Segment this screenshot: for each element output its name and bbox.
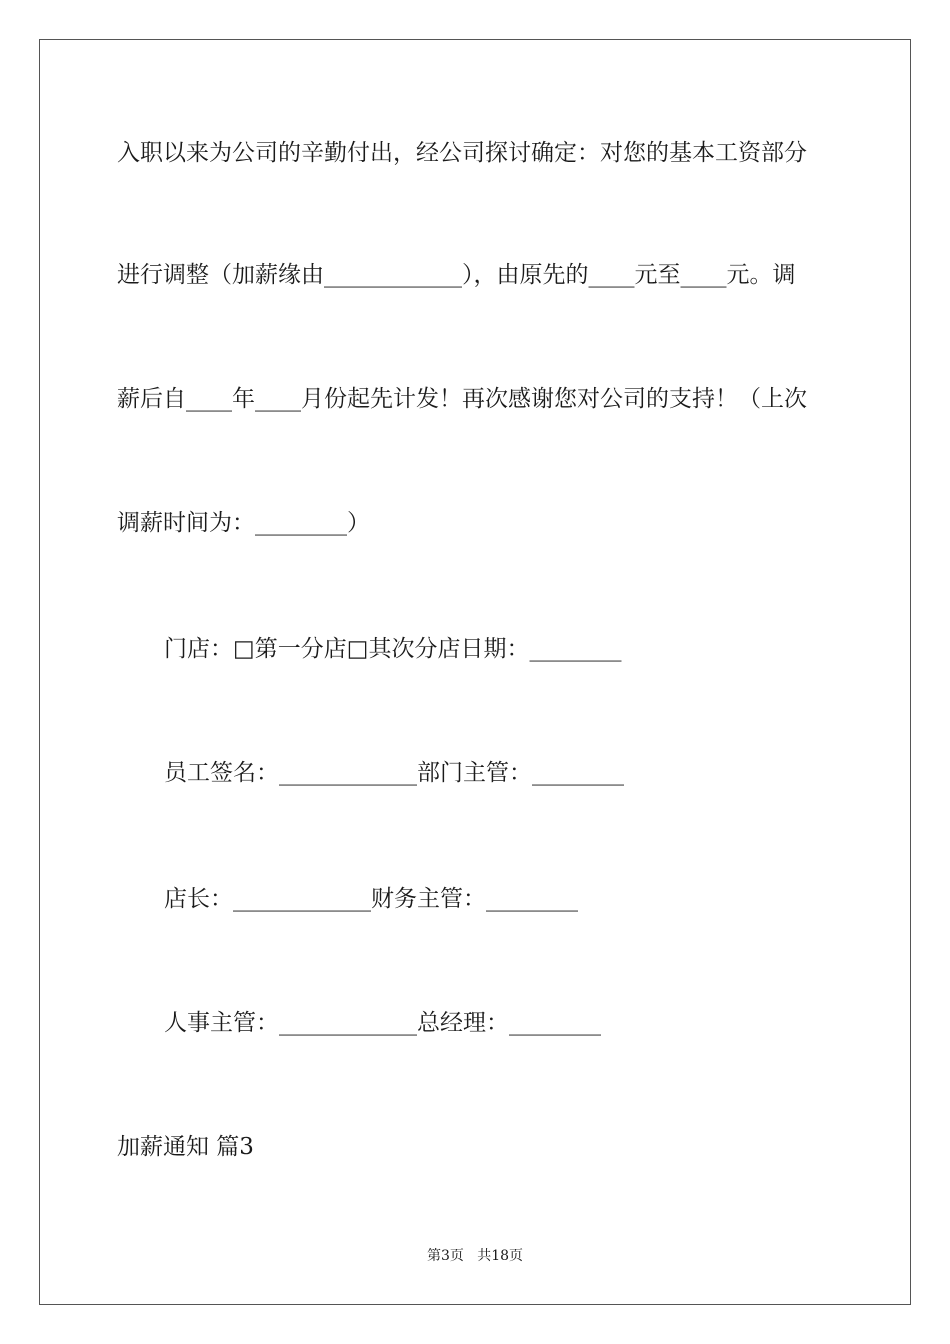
employee-signature-line: 员工签名：____________部门主管：________ <box>164 760 624 786</box>
page-border <box>39 39 911 1305</box>
body-paragraph-line-2: 进行调整（加薪缘由____________），由原先的____元至____元。调 <box>117 262 796 288</box>
body-paragraph-line-1: 入职以来为公司的辛勤付出，经公司探讨确定：对您的基本工资部分 <box>117 140 807 166</box>
body-paragraph-line-4: 调薪时间为：________） <box>117 510 370 536</box>
hr-manager-line: 人事主管：____________总经理：________ <box>164 1010 601 1036</box>
store-field-line: 门店：□第一分店□其次分店日期：________ <box>164 636 622 662</box>
store-manager-line: 店长：____________财务主管：________ <box>164 886 578 912</box>
body-paragraph-line-3: 薪后自____年____月份起先计发！再次感谢您对公司的支持！（上次 <box>117 386 807 412</box>
page-number-footer: 第3页 共18页 <box>426 1248 524 1264</box>
section-heading: 加薪通知 篇3 <box>117 1134 254 1160</box>
